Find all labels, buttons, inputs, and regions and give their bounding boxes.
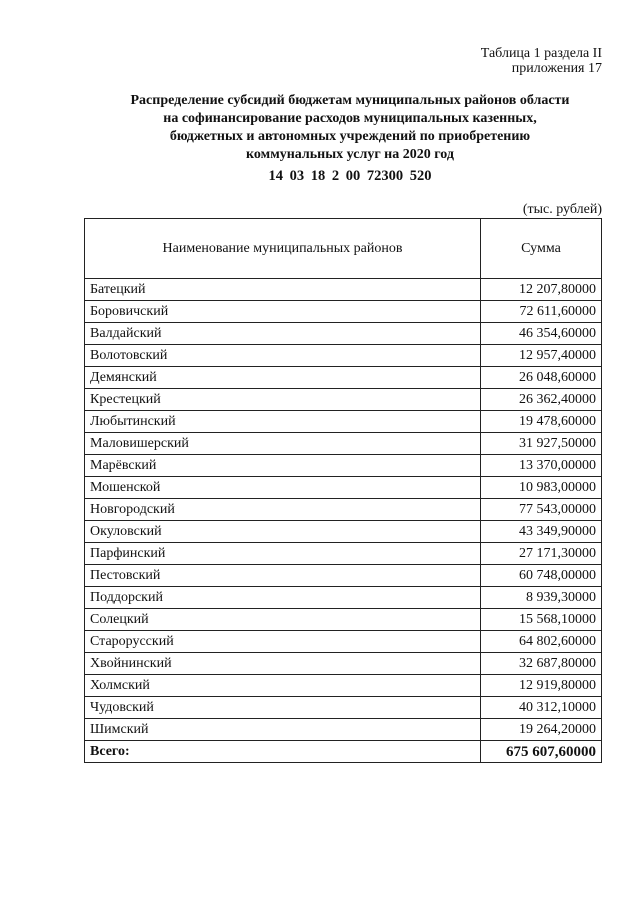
table-body — [85, 279, 602, 741]
table-row — [85, 653, 602, 675]
district-sum: 27 171,30000 — [481, 543, 602, 565]
district-sum: 19 478,60000 — [481, 411, 602, 433]
district-name: Мошенской — [85, 477, 481, 499]
table-row — [85, 543, 602, 565]
table-row — [85, 389, 602, 411]
subsidy-table — [84, 218, 602, 763]
district-name: Батецкий — [85, 279, 481, 301]
district-sum: 15 568,10000 — [481, 609, 602, 631]
table-row — [85, 521, 602, 543]
district-sum: 12 957,40000 — [481, 345, 602, 367]
district-name: Маловишерский — [85, 433, 481, 455]
table-row — [85, 455, 602, 477]
district-sum: 32 687,80000 — [481, 653, 602, 675]
district-name: Солецкий — [85, 609, 481, 631]
district-sum: 10 983,00000 — [481, 477, 602, 499]
table-row — [85, 433, 602, 455]
district-sum: 26 048,60000 — [481, 367, 602, 389]
district-sum: 8 939,30000 — [481, 587, 602, 609]
district-sum: 72 611,60000 — [481, 301, 602, 323]
table-row — [85, 345, 602, 367]
title-line-2: на софинансирование расходов муниципальных казенных, — [163, 111, 537, 126]
district-name: Пестовский — [85, 565, 481, 587]
caption-line-appendix: приложения 17 — [511, 61, 602, 76]
district-sum: 77 543,00000 — [481, 499, 602, 521]
district-name: Окуловский — [85, 521, 481, 543]
table-row — [85, 499, 602, 521]
district-sum: 60 748,00000 — [481, 565, 602, 587]
table-row — [85, 323, 602, 345]
district-name: Новгородский — [85, 499, 481, 521]
total-label: Всего: — [85, 741, 481, 763]
district-sum: 19 264,20000 — [481, 719, 602, 741]
district-name: Старорусский — [85, 631, 481, 653]
table-row — [85, 719, 602, 741]
document-title — [60, 92, 640, 164]
table-row — [85, 609, 602, 631]
header-district-name: Наименование муниципальных районов — [85, 219, 481, 279]
title-line-1: Распределение субсидий бюджетам муниципальных районов области — [130, 93, 570, 108]
caption-line-table: Таблица 1 раздела II — [480, 46, 602, 61]
district-name: Поддорский — [85, 587, 481, 609]
table-row — [85, 279, 602, 301]
district-name: Боровичский — [85, 301, 481, 323]
title-line-4: коммунальных услуг на 2020 год — [246, 147, 454, 162]
table-row — [85, 587, 602, 609]
table-row — [85, 411, 602, 433]
district-sum: 46 354,60000 — [481, 323, 602, 345]
title-line-3: бюджетных и автономных учреждений по приобретению — [169, 129, 531, 144]
district-sum: 13 370,00000 — [481, 455, 602, 477]
district-name: Волотовский — [85, 345, 481, 367]
budget-classification-code: 14 03 18 2 00 72300 520 — [268, 168, 432, 184]
district-sum: 26 362,40000 — [481, 389, 602, 411]
district-name: Валдайский — [85, 323, 481, 345]
district-name: Хвойнинский — [85, 653, 481, 675]
table-caption — [481, 46, 602, 76]
table-row — [85, 675, 602, 697]
district-name: Парфинский — [85, 543, 481, 565]
district-name: Чудовский — [85, 697, 481, 719]
district-sum: 43 349,90000 — [481, 521, 602, 543]
unit-note: (тыс. рублей) — [522, 202, 602, 217]
district-sum: 31 927,50000 — [481, 433, 602, 455]
total-sum: 675 607,60000 — [481, 741, 602, 763]
table-header-row — [85, 219, 602, 279]
table-row — [85, 565, 602, 587]
district-name: Шимский — [85, 719, 481, 741]
total-row — [85, 741, 602, 763]
district-sum: 64 802,60000 — [481, 631, 602, 653]
table-row — [85, 301, 602, 323]
district-name: Крестецкий — [85, 389, 481, 411]
district-name: Любытинский — [85, 411, 481, 433]
district-name: Марёвский — [85, 455, 481, 477]
district-sum: 40 312,10000 — [481, 697, 602, 719]
district-sum: 12 207,80000 — [481, 279, 602, 301]
table-row — [85, 631, 602, 653]
table-row — [85, 367, 602, 389]
district-sum: 12 919,80000 — [481, 675, 602, 697]
district-name: Холмский — [85, 675, 481, 697]
header-sum: Сумма — [481, 219, 602, 279]
district-name: Демянский — [85, 367, 481, 389]
table-row — [85, 477, 602, 499]
table-row — [85, 697, 602, 719]
